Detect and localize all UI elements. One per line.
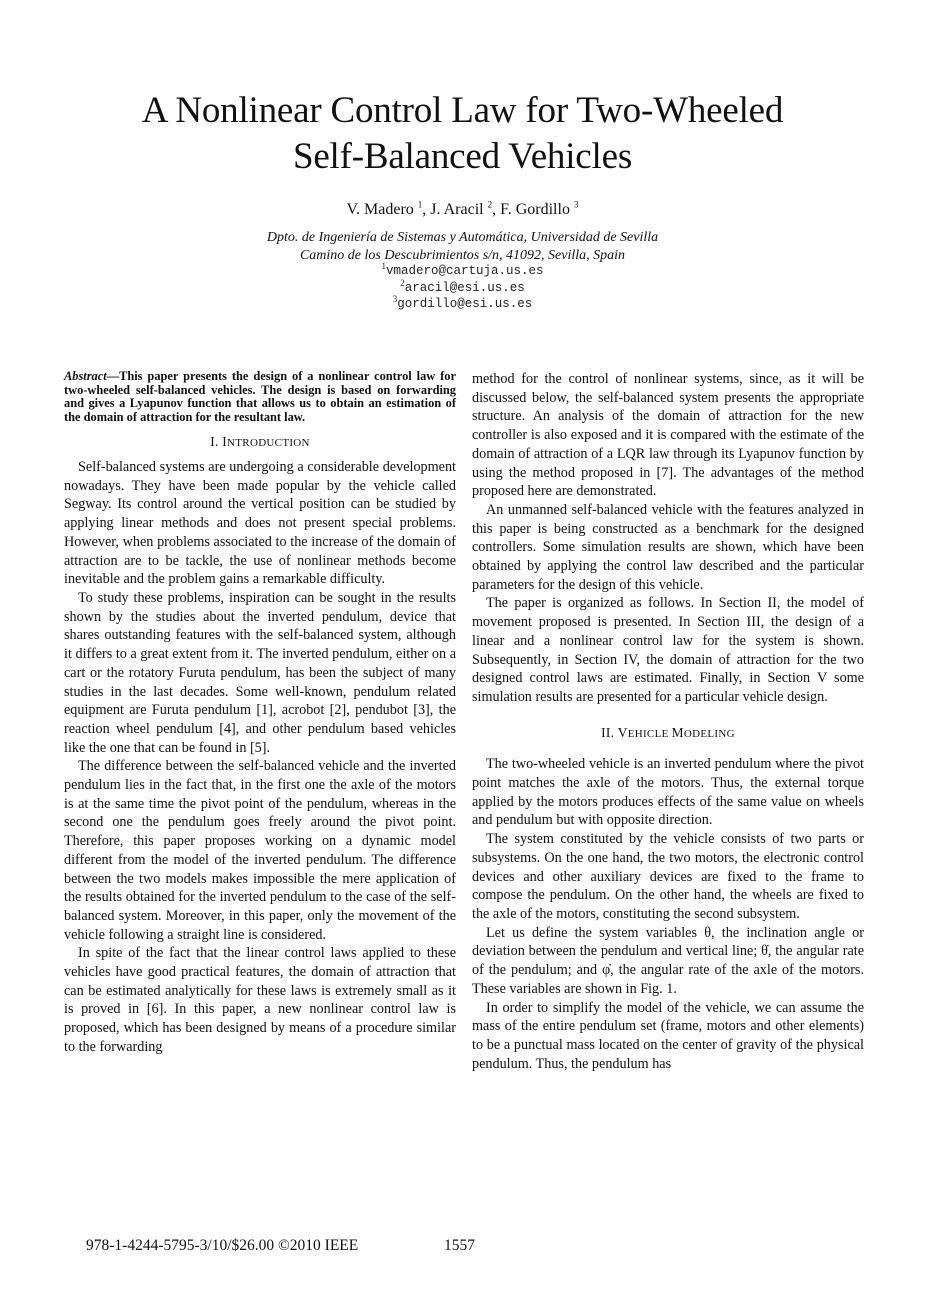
- author-list: V. Madero $^1$, J. Aracil $^2$, F. Gordillo $^3$: [346, 199, 579, 218]
- affiliation: [0, 229, 925, 265]
- section-number: I.: [210, 434, 219, 450]
- section-title-rest: NTRODUCTION: [227, 437, 310, 450]
- author-name: V. Madero: [346, 201, 414, 218]
- affiliation-line-2: Camino de los Descubrimientos s/n, 41092, Sevilla, Spain: [299, 248, 626, 263]
- email-list: [0, 260, 925, 313]
- section-heading-vehicle-modeling: [472, 724, 864, 744]
- paragraph: To study these problems, inspiration can be sought in the results shown by the studies about the inverted pendulum, device that shares outstanding features with the self-balanced system, although it differs to a great extent from it. The inverted pendulum, either on a cart or the rotatory Furuta pendulum, has been the subject of many studies in the last decades. Some well-known, pendulum related equipment are Furuta pendulum [1], acrobot [2], pendubot [3], the reaction wheel pendulum [4], and other pendulum based vehicles like the one that can be found in [5].: [64, 590, 456, 756]
- paragraph: Self-balanced systems are undergoing a considerable development nowadays. They have been made popular by the vehicle called Segway. Its control around the vertical position can be studied by applying linear methods and does not present special problems. However, when problems associated to the increase of the domain of attraction are to be tackle, the use of nonlinear methods become inevitable and the problem gains a remarkable difficulty.: [64, 459, 456, 588]
- author-name: F. Gordillo: [500, 201, 570, 218]
- email-entry: [0, 277, 925, 297]
- author-mark: 1: [417, 199, 423, 210]
- email-address: aracil@esi.us.es: [404, 280, 525, 295]
- paragraph: An unmanned self-balanced vehicle with the features analyzed in this paper is being constructed as a benchmark for the designed controllers. Some simulation results are shown, which have been obtained by applying the control law described and the particular parameters for the design of this vehicle.: [472, 501, 864, 593]
- abstract: [64, 370, 456, 424]
- left-column: [64, 370, 456, 1057]
- section-title-initial: M: [671, 724, 684, 740]
- title-line-1: A Nonlinear Control Law for Two-Wheeled: [141, 90, 784, 131]
- email-mark: 2: [400, 277, 405, 288]
- section-title-initial: V: [617, 724, 628, 740]
- email-address: gordillo@esi.us.es: [397, 297, 533, 311]
- email-mark: 1: [381, 260, 386, 271]
- section-title-initial: I: [222, 434, 228, 450]
- section-title-rest: EHICLE: [627, 727, 672, 740]
- section-title-rest: ODELING: [683, 727, 735, 740]
- author-name: J. Aracil: [430, 201, 484, 218]
- paragraph: In spite of the fact that the linear control laws applied to these vehicles have good practical features, the domain of attraction that can be estimated analytically for these laws is extremely small as it is proved in [6]. In this paper, a new nonlinear control law is proposed, which has been designed by means of a procedure similar to the forwarding: [64, 945, 456, 1055]
- author-mark: 2: [487, 199, 493, 210]
- section-heading-introduction: [64, 433, 456, 453]
- right-column: [472, 370, 864, 1073]
- paragraph: method for the control of nonlinear systems, since, as it will be discussed below, the self-balanced system presents the appropriate structure. An analysis of the domain of attraction for the new controller is also exposed and it is compared with the estimate of the domain of attraction of a LQR law through its Lyapunov function by using the method proposed in [7]. The advantages of the method proposed here are demonstrated.: [472, 371, 864, 500]
- author-mark: 3: [573, 199, 579, 210]
- affiliation-line-1: Dpto. de Ingeniería de Sistemas y Automática, Universidad de Sevilla: [266, 230, 659, 245]
- title-line-2: Self-Balanced Vehicles: [292, 136, 633, 177]
- paragraph: The paper is organized as follows. In Section II, the model of movement proposed is presented. In Section III, the design of a linear and a nonlinear control law for the system is shown. Subsequently, in Section IV, the domain of attraction for the two designed control laws are estimated. Finally, in Section V some simulation results are presented for a particular vehicle design.: [472, 595, 864, 705]
- paragraph: The two-wheeled vehicle is an inverted pendulum where the pivot point matches the axle of the motors. Thus, the external torque applied by the motors produces effects of the same value on wheels and pendulum but with opposite direction.: [472, 756, 864, 829]
- paper-title: [0, 88, 925, 180]
- footer-isbn: 978-1-4244-5795-3/10/$26.00 ©2010 IEEE: [86, 1237, 359, 1254]
- paragraph: Let us define the system variables θ, the inclination angle or deviation between the pendulum and vertical line; θ̇, the angular rate of the pendulum; and φ̇, the angular rate of the axle of the motors. These variables are shown in Fig. 1.: [472, 924, 864, 997]
- paragraph: The system constituted by the vehicle consists of two parts or subsystems. On the one hand, the two motors, the electronic control devices and other auxiliary devices are fixed to the frame to compose the pendulum. On the other hand, the wheels are fixed to the axle of the motors, constituting the second subsystem.: [472, 831, 864, 922]
- email-entry: [0, 260, 925, 280]
- email-address: vmadero@cartuja.us.es: [385, 264, 544, 278]
- email-entry: [0, 293, 925, 313]
- paragraph: The difference between the self-balanced vehicle and the inverted pendulum lies in the fact that, in the first one the axle of the motors is at the same time the pivot point of the pendulum, whereas in the second one the pendulum goes freely around the pivot point. Therefore, this paper proposes working on a dynamic model different from the model of the inverted pendulum. The difference between the two models makes impossible the mere application of the results obtained for the inverted pendulum to the case of the self-balanced system. Moreover, in this paper, only the movement of the vehicle following a straight line is considered.: [64, 758, 456, 943]
- email-mark: 3: [392, 293, 398, 304]
- abstract-label: Abstract: [64, 369, 107, 383]
- section-number: II.: [601, 724, 615, 740]
- page-number: 1557: [444, 1237, 475, 1254]
- abstract-text: —This paper presents the design of a nonlinear control law for two-wheeled self-balanced vehicles. The design is based on forwarding and gives a Lyapunov function that allows us to obtain an estimation of the domain of attraction for the resultant law.: [64, 369, 456, 424]
- paragraph: In order to simplify the model of the vehicle, we can assume the mass of the entire pendulum set (frame, motors and other elements) to be a punctual mass located on the center of gravity of the physical pendulum. Thus, the pendulum has: [472, 999, 864, 1072]
